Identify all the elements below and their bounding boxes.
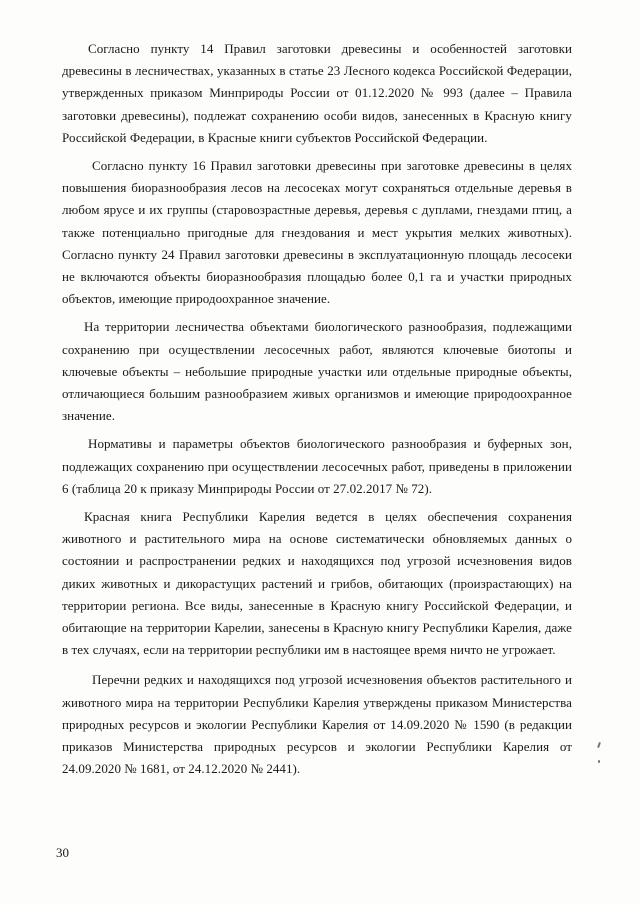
scan-artifact-mark	[598, 760, 600, 763]
paragraph-biodiversity-objects: На территории лесничества объектами биологического разнообразия, подлежащими сохранению при осуществлении лесосечных работ, являются ключевые биотопы и ключевые объекты – небольшие природные участки или отдельные природные объекты, отличающиеся большим разнообразием живых организмов и имеющие природоохранное значение.	[62, 319, 572, 424]
scan-artifact-mark	[597, 742, 601, 748]
paragraph-endangered-lists: Перечни редких и находящихся под угрозой исчезновения объектов растительного и животного мира на территории Республики Карелия утверждены приказом Министерства природных ресурсов и экологии Республики Карелия от 14.09.2020 № 1590 (в редакции приказов Министерства природных ресурсов и экологии Республики Карелия от 24.09.2020 № 1681, от 24.12.2020 № 2441).	[62, 672, 572, 777]
body-text	[62, 38, 572, 787]
paragraph-red-book-karelia: Красная книга Республики Карелия ведется в целях обеспечения сохранения животного и растительного мира на основе систематически обновляемых данных о состоянии и распространении редких и находящихся под угрозой исчезновения видов диких животных и дикорастущих растений и грибов, обитающих (произрастающих) на территории региона. Все виды, занесенные в Красную книгу Российской Федерации, и обитающие на территории Карелии, занесены в Красную книгу Республики Карелия, даже в тех случаях, если на территории республики им в настоящее время ничто не угрожает.	[62, 509, 572, 658]
paragraph-logging-rules-point-14: Согласно пункту 14 Правил заготовки древесины и особенностей заготовки древесины в лесничествах, указанных в статье 23 Лесного кодекса Российской Федерации, утвержденных приказом Минприроды России от 01.12.2020 № 993 (далее – Правила заготовки древесины), подлежат сохранению особи видов, занесенных в Красную книгу Российской Федерации, в Красные книги субъектов Российской Федерации.	[62, 41, 572, 145]
paragraph-logging-rules-point-16-24: Согласно пункту 16 Правил заготовки древесины при заготовке древесины в целях повышения биоразнообразия лесов на лесосеках могут сохраняться отдельные деревья в любом ярусе и их группы (старовозрастные деревья, деревья с дуплами, гнездами птиц, а также потенциально пригодные для гнездования и мест укрытия мелких животных). Согласно пункту 24 Правил заготовки древесины в эксплуатационную площадь лесосеки не включаются объекты биоразнообразия площадью более 0,1 га и участки природных объектов, имеющие природоохранное значение.	[62, 158, 572, 307]
paragraph-norms-buffer-zones: Нормативы и параметры объектов биологического разнообразия и буферных зон, подлежащих сохранению при осуществлении лесосечных работ, приведены в приложении 6 (таблица 20 к приказу Минприроды России от 27.02.2017 № 72).	[62, 436, 572, 496]
page-number: 30	[56, 845, 69, 860]
